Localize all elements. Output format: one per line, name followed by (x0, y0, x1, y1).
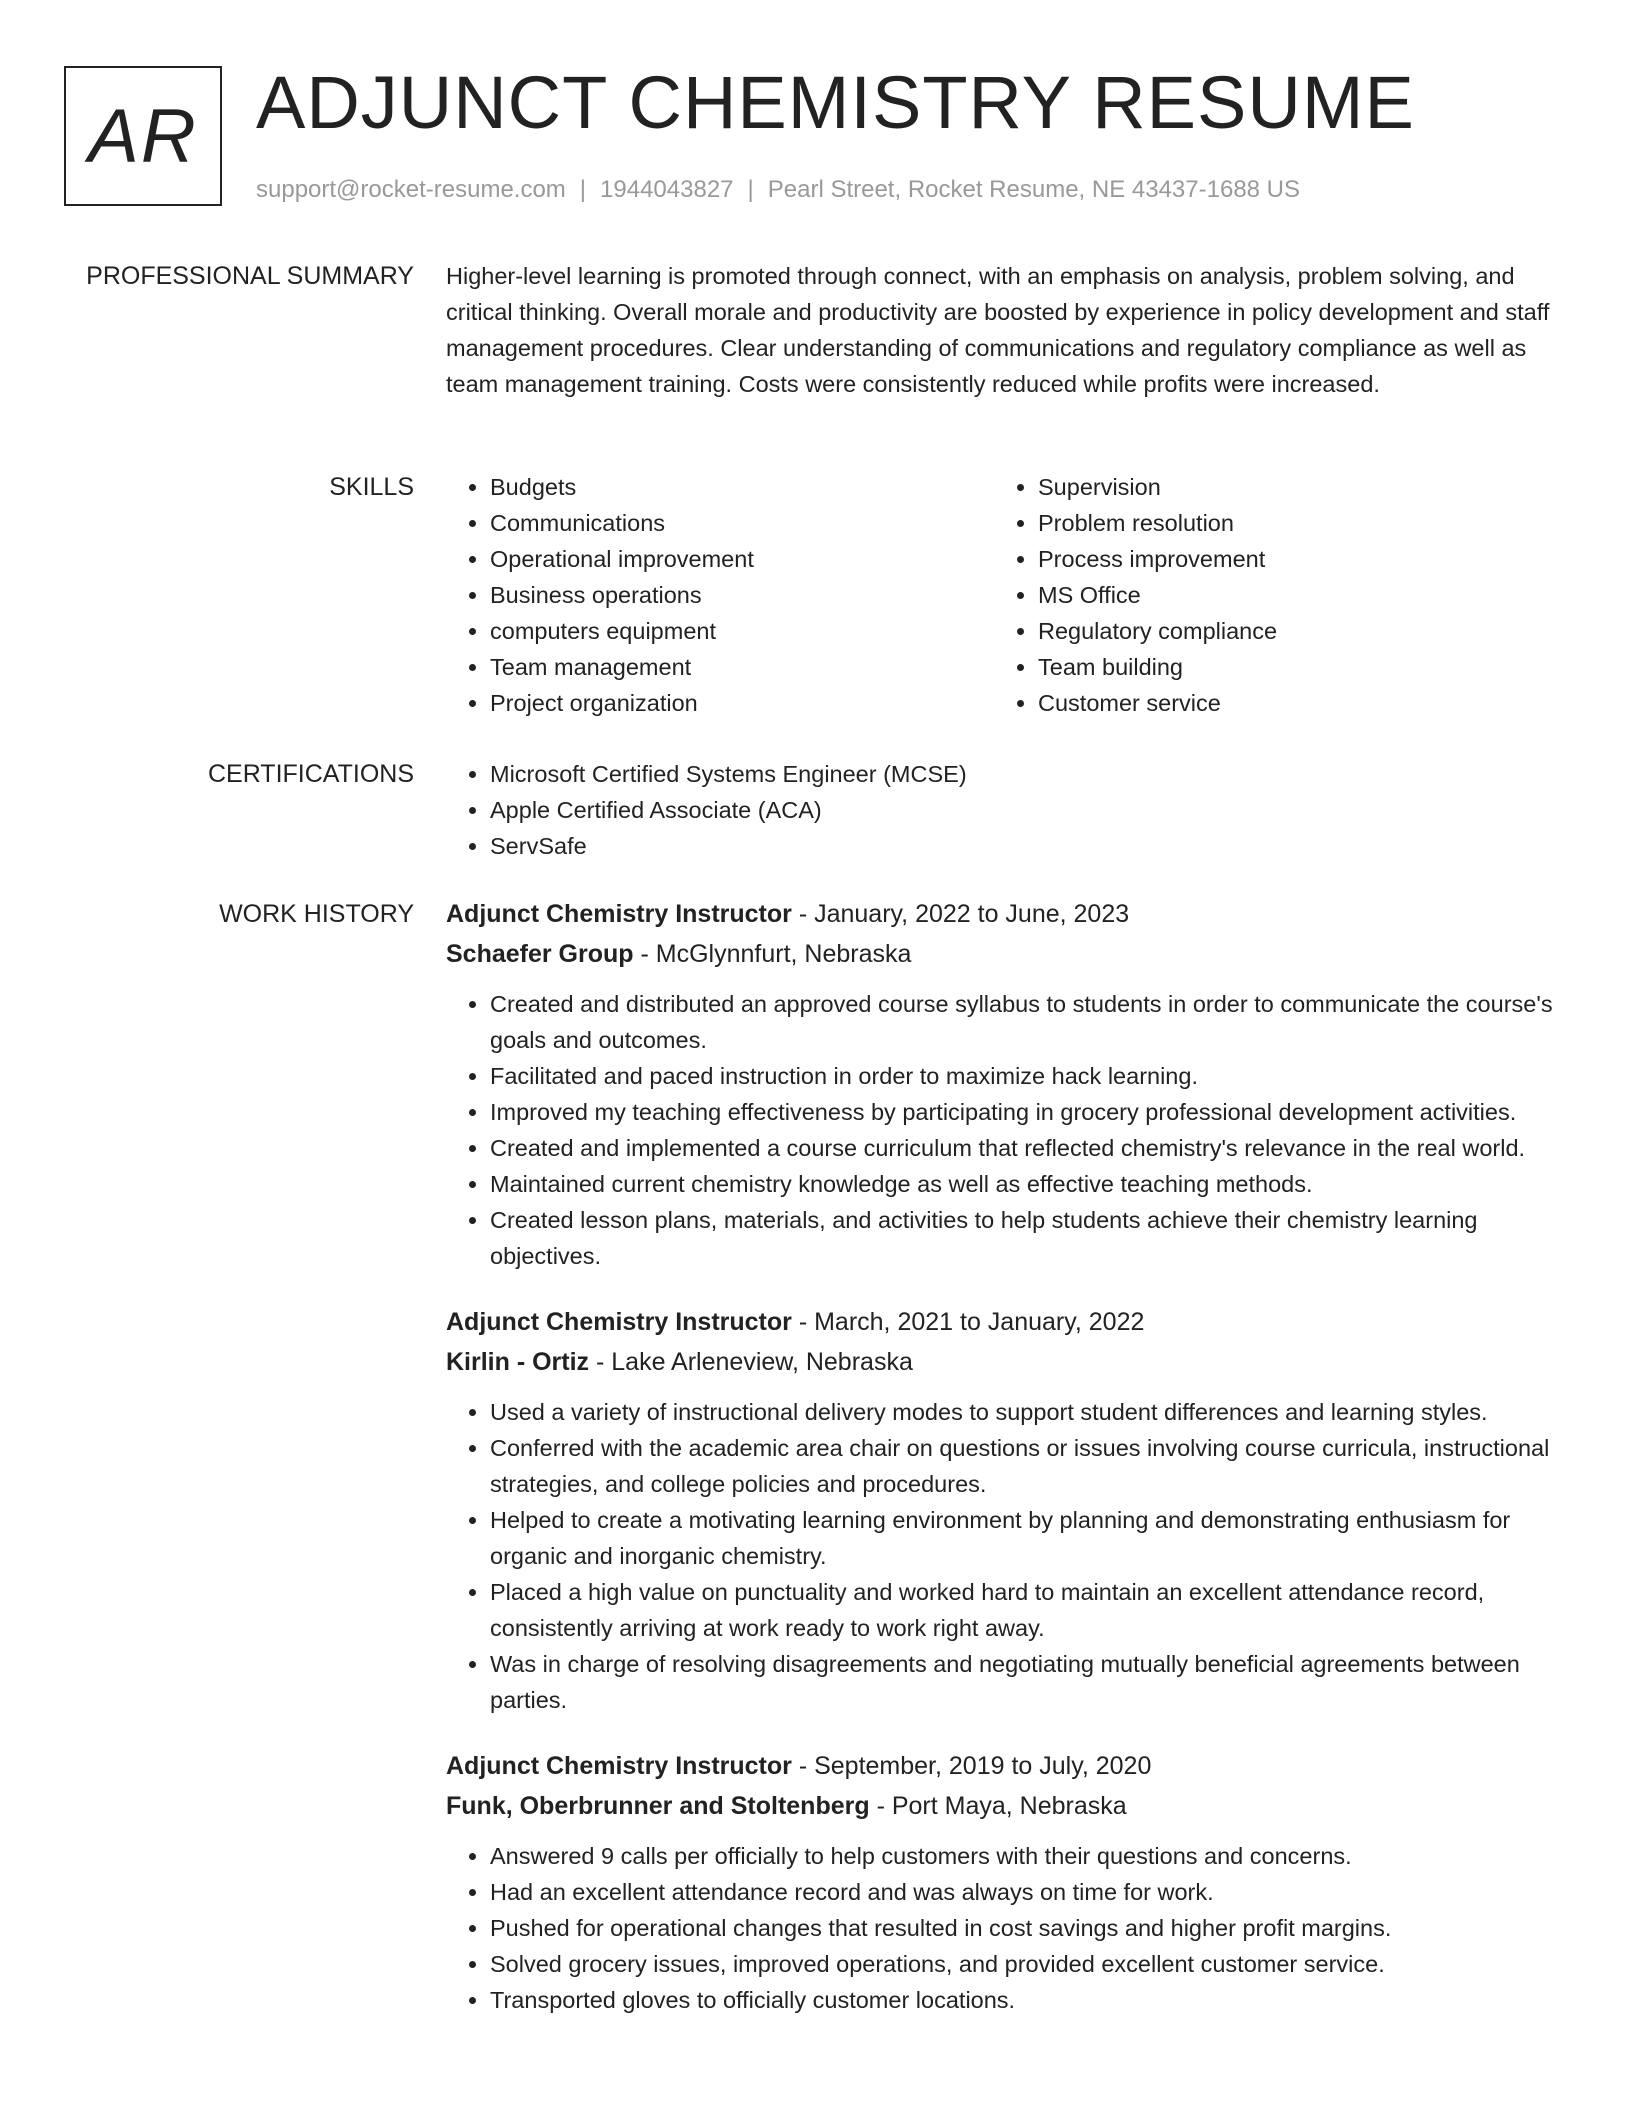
job-bullet: • Solved grocery issues, improved operations, and provided excellent customer service. (490, 1946, 1566, 1982)
skill-item: • Communications (490, 505, 994, 541)
section-label-work-history: WORK HISTORY (219, 900, 414, 928)
job-title: Adjunct Chemistry Instructor (446, 1308, 792, 1336)
job-location: - Port Maya, Nebraska (869, 1792, 1127, 1820)
skill-item: • Process improvement (1038, 541, 1542, 577)
job-bullets (446, 986, 1566, 1274)
skills-body (446, 469, 1566, 721)
job-bullet: • Used a variety of instructional delivery modes to support student differences and learning styles. (490, 1394, 1566, 1430)
job-entry (446, 1746, 1566, 2018)
job-location: - McGlynnfurt, Nebraska (633, 940, 912, 968)
job-bullet: • Conferred with the academic area chair on questions or issues involving course curricula, instructional strategies, and college policies and procedures. (490, 1430, 1566, 1502)
skill-item: • Customer service (1038, 685, 1542, 721)
job-entry (446, 894, 1566, 1274)
certification-item: • Microsoft Certified Systems Engineer (MCSE) (490, 756, 1566, 792)
job-company-line (446, 1342, 1566, 1382)
job-title-line (446, 894, 1566, 934)
job-bullets (446, 1838, 1566, 2018)
skill-item: • MS Office (1038, 577, 1542, 613)
skill-item: • Supervision (1038, 469, 1542, 505)
job-bullet: • Maintained current chemistry knowledge as well as effective teaching methods. (490, 1166, 1566, 1202)
skill-item: • Project organization (490, 685, 994, 721)
skills-list-right (994, 469, 1542, 721)
contact-line (256, 174, 1300, 206)
job-title: Adjunct Chemistry Instructor (446, 1752, 792, 1780)
job-company: Kirlin - Ortiz (446, 1348, 590, 1376)
job-bullet: • Transported gloves to officially customer locations. (490, 1982, 1566, 2018)
job-title-line (446, 1302, 1566, 1342)
job-bullet: • Facilitated and paced instruction in order to maximize hack learning. (490, 1058, 1566, 1094)
summary-body (446, 258, 1566, 402)
job-bullet: • Placed a high value on punctuality and worked hard to maintain an excellent attendance record, consistently arriving at work ready to work right away. (490, 1574, 1566, 1646)
skill-item: • Team management (490, 649, 994, 685)
contact-separator: | (579, 176, 587, 203)
skill-item: • Budgets (490, 469, 994, 505)
job-bullet: • Created and implemented a course curriculum that reflected chemistry's relevance in the real world. (490, 1130, 1566, 1166)
job-dates: - March, 2021 to January, 2022 (791, 1308, 1145, 1336)
job-bullet: • Was in charge of resolving disagreements and negotiating mutually beneficial agreements between parties. (490, 1646, 1566, 1718)
skills-list-left (446, 469, 994, 721)
job-title: Adjunct Chemistry Instructor (446, 900, 792, 928)
contact-email: support@rocket-resume.com (256, 176, 566, 203)
work-history-body (446, 894, 1566, 2046)
job-company: Schaefer Group (446, 940, 634, 968)
job-bullet: • Improved my teaching effectiveness by participating in grocery professional development activities. (490, 1094, 1566, 1130)
contact-separator: | (747, 176, 754, 203)
job-title-line (446, 1746, 1566, 1786)
job-entry (446, 1302, 1566, 1718)
job-company: Funk, Oberbrunner and Stoltenberg (446, 1792, 870, 1820)
skill-item: • Team building (1038, 649, 1542, 685)
summary-text: Higher-level learning is promoted through connect, with an emphasis on analysis, problem solving, and critical thinking. Overall morale and productivity are boosted by experience in policy development and staff management procedures. Clear understanding of communications and regulatory compliance as well as team management training. Costs were consistently reduced while profits were increased. (446, 263, 1550, 397)
skill-item: • Problem resolution (1038, 505, 1542, 541)
section-label-summary: PROFESSIONAL SUMMARY (86, 262, 414, 290)
job-dates: - September, 2019 to July, 2020 (791, 1752, 1152, 1780)
job-dates: - January, 2022 to June, 2023 (791, 900, 1130, 928)
skill-item: • Business operations (490, 577, 994, 613)
job-bullet: • Created and distributed an approved course syllabus to students in order to communicate the course's goals and outcomes. (490, 986, 1566, 1058)
certification-item: • Apple Certified Associate (ACA) (490, 792, 1566, 828)
section-label-certifications: CERTIFICATIONS (207, 760, 414, 788)
skill-item: • Regulatory compliance (1038, 613, 1542, 649)
monogram-logo: AR (64, 66, 222, 206)
job-location: - Lake Arleneview, Nebraska (589, 1348, 913, 1376)
contact-address: Pearl Street, Rocket Resume, NE 43437-1688 US (767, 176, 1301, 203)
resume-title: ADJUNCT CHEMISTRY RESUME (256, 61, 1415, 144)
section-label-skills: SKILLS (329, 473, 414, 501)
job-company-line (446, 934, 1566, 974)
job-bullet: • Had an excellent attendance record and was always on time for work. (490, 1874, 1566, 1910)
certification-item: • ServSafe (490, 828, 1566, 864)
job-bullet: • Answered 9 calls per officially to help customers with their questions and concerns. (490, 1838, 1566, 1874)
job-bullet: • Created lesson plans, materials, and activities to help students achieve their chemistry learning objectives. (490, 1202, 1566, 1274)
certifications-body (446, 756, 1566, 864)
skill-item: • computers equipment (490, 613, 994, 649)
job-bullets (446, 1394, 1566, 1718)
job-bullet: • Pushed for operational changes that resulted in cost savings and higher profit margins. (490, 1910, 1566, 1946)
job-bullet: • Helped to create a motivating learning environment by planning and demonstrating enthusiasm for organic and inorganic chemistry. (490, 1502, 1566, 1574)
certifications-list (446, 756, 1566, 864)
contact-phone: 1944043827 (600, 176, 734, 203)
job-company-line (446, 1786, 1566, 1826)
skill-item: • Operational improvement (490, 541, 994, 577)
